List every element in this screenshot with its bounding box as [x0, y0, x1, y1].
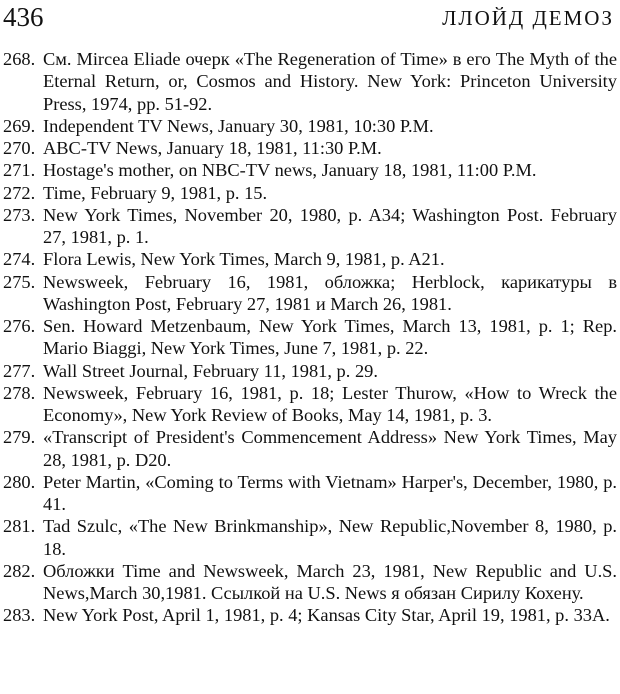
note-text: Sen. Howard Metzenbaum, New York Times, March 13, 1981, p. 1; Rep. Mario Biaggi, New York Times, June 7, 1981, p. 22.: [43, 316, 617, 359]
note-text: Newsweek, February 16, 1981, p. 18; Lester Thurow, «How to Wreck the Economy», New York Review of Books, May 14, 1981, p. 3.: [43, 382, 617, 425]
note-270: [3, 137, 617, 159]
note-277: [3, 360, 617, 382]
note-282: [3, 560, 617, 605]
note-text: New York Times, November 20, 1980, p. A34; Washington Post. February 27, 1981, p. 1.: [43, 204, 617, 247]
note-275: [3, 271, 617, 316]
note-number: 270.: [3, 138, 36, 158]
note-text: ABC-TV News, January 18, 1981, 11:30 P.M.: [43, 138, 382, 158]
running-head: ЛЛОЙД ДЕМОЗ: [442, 6, 614, 30]
note-text: Wall Street Journal, February 11, 1981, p. 29.: [43, 360, 378, 381]
note-text: Flora Lewis, New York Times, March 9, 1981, p. A21.: [43, 249, 445, 270]
note-number: 278.: [3, 382, 36, 403]
note-279: [3, 426, 617, 471]
note-text: Time, February 9, 1981, p. 15.: [43, 182, 268, 203]
page-header: [3, 0, 614, 40]
note-number: 274.: [3, 249, 36, 270]
note-number: 280.: [3, 471, 36, 492]
note-text: См. Mircea Eliade очерк «The Regeneration of Time» в его The Myth of the Eternal Return, or, Cosmos and History. New York: Princeton University Press, 1974, pp. 51-92.: [43, 49, 617, 114]
note-273: [3, 204, 617, 249]
note-text: Independent TV News, January 30, 1981, 10:30 P.M.: [43, 115, 434, 136]
note-281: [3, 515, 617, 560]
note-text: Tad Szulc, «The New Brinkmanship», New Republic,November 8, 1980, p. 18.: [43, 516, 617, 559]
note-268: [3, 48, 617, 115]
note-number: 272.: [3, 182, 36, 203]
note-number: 283.: [3, 605, 36, 626]
note-text: «Transcript of President's Commencement Address» New York Times, May 28, 1981, p. D20.: [43, 427, 617, 470]
note-text: Hostage's mother, on NBC-TV news, January 18, 1981, 11:00 P.M.: [43, 160, 537, 181]
note-283: [3, 604, 617, 626]
note-272: [3, 182, 617, 204]
note-number: 268.: [3, 49, 36, 69]
endnotes-list: [3, 48, 617, 627]
note-280: [3, 471, 617, 516]
note-text: New York Post, April 1, 1981, p. 4; Kansas City Star, April 19, 1981, p. 33A.: [43, 605, 610, 626]
note-269: [3, 115, 617, 137]
note-274: [3, 248, 617, 270]
note-text: Newsweek, February 16, 1981, обложка; Herblock, карикатуры в Washington Post, February 27, 1981 и March 26, 1981.: [43, 271, 617, 314]
note-number: 276.: [3, 316, 36, 336]
note-number: 271.: [3, 160, 36, 181]
page-number: 436: [3, 2, 44, 32]
note-text: Обложки Time and Newsweek, March 23, 1981, New Republic and U.S. News,March 30,1981. Ссылкой на U.S. News я обязан Сирилу Кохену.: [43, 560, 617, 603]
note-276: [3, 315, 617, 360]
note-271: [3, 159, 617, 181]
note-number: 275.: [3, 271, 36, 292]
note-number: 277.: [3, 360, 36, 381]
note-number: 281.: [3, 516, 36, 537]
note-number: 282.: [3, 560, 36, 581]
note-278: [3, 382, 617, 427]
note-number: 269.: [3, 115, 36, 136]
note-number: 273.: [3, 204, 36, 225]
note-text: Peter Martin, «Coming to Terms with Vietnam» Harper's, December, 1980, p. 41.: [43, 471, 617, 514]
note-number: 279.: [3, 427, 36, 448]
